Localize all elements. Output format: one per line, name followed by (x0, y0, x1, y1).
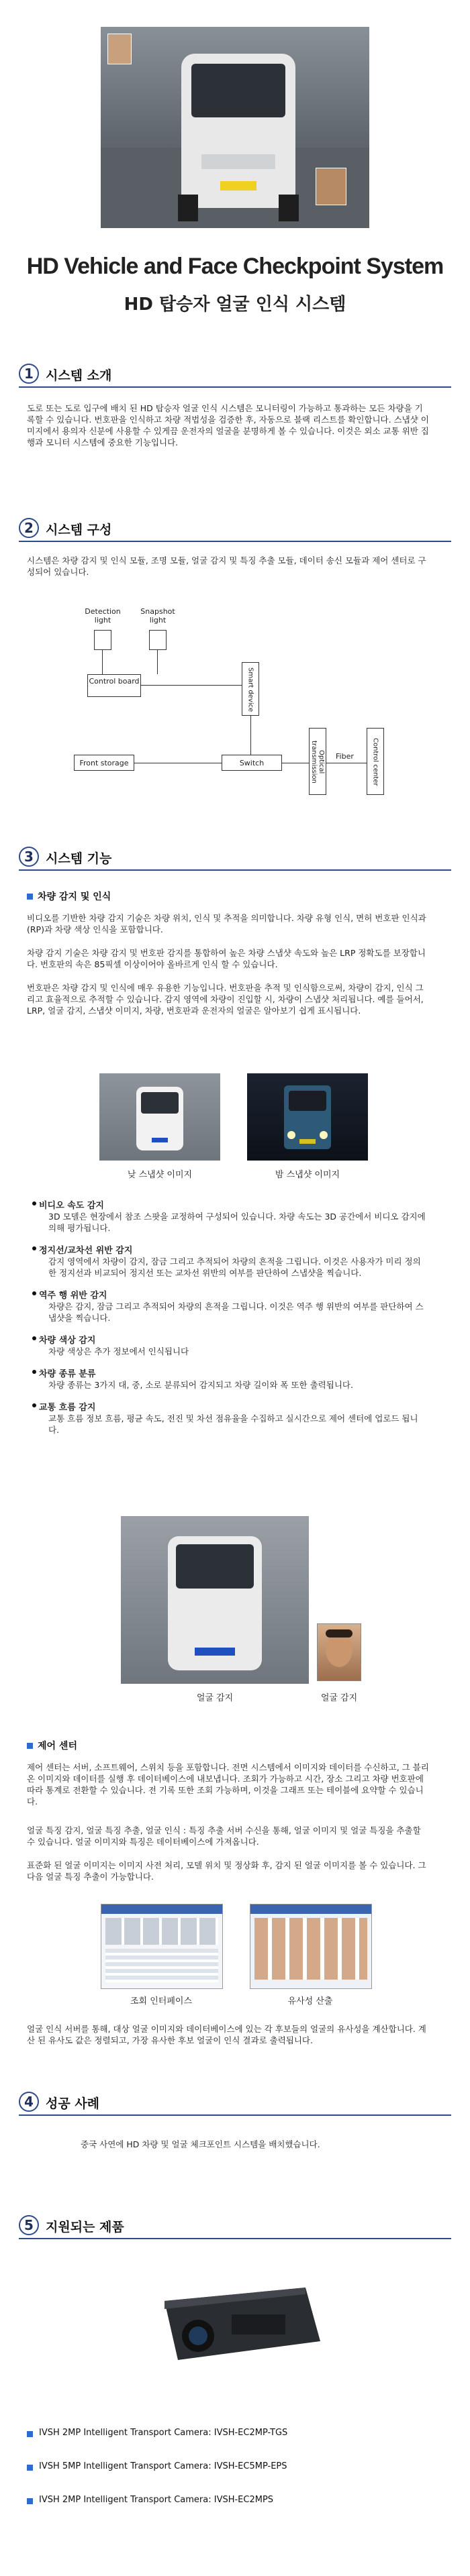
bullet-title: 정지선/교차선 위반 감지 (39, 1246, 133, 1256)
section-3-number: 3 (19, 847, 39, 867)
section-3-divider (19, 869, 451, 871)
feature-paragraph-1: 비디오를 기반한 차량 감지 기술은 차량 위치, 인식 및 추적을 의미합니다. 차량 유형 인식, 면허 번호판 인식과(RP)과 차량 색상 인식을 포함합니다. (27, 913, 426, 934)
diagram-line (250, 716, 251, 755)
bullet-title: 비디오 속도 감지 (39, 1201, 104, 1211)
section-5-title: 지원되는 제품 (46, 2220, 124, 2235)
control-center-box (367, 728, 384, 795)
product-marker (27, 2465, 33, 2471)
bullet-body: 차량은 감지, 잠금 그리고 추적되어 차량의 흔적을 그립니다. 이것은 역주 행 위반의 여부를 판단하여 스냅샷을 찍습니다. (48, 1301, 424, 1323)
product-item: IVSH 5MP Intelligent Transport Camera: IVSH-EC5MP-EPS (39, 2461, 287, 2471)
sub-heading-marker (27, 1743, 33, 1749)
camera-product-image (144, 2274, 326, 2368)
bullet-title: 차량 색상 감지 (39, 1336, 96, 1346)
day-van-illustration (99, 1073, 220, 1161)
feature-bullet (39, 1366, 428, 1391)
night-snapshot-caption: 밤 스냅샷 이미지 (275, 1170, 340, 1180)
control-paragraph-2: 얼굴 특징 감지, 얼굴 특징 추출, 얼굴 인식 : 특징 추출 서버 수신을 통해, 얼굴 이미지 및 얼굴 특징을 추출할 수 있습니다. 얼굴 이미지와 특징은 데이터베이스에 가져옵니다. (27, 1825, 421, 1847)
query-interface-table (105, 1949, 218, 1982)
query-interface-image (101, 1904, 223, 1989)
composition-text: 시스템은 차량 감지 및 인식 모듈, 조명 모듈, 얼굴 감지 및 특징 추출 모듈, 데이터 송신 모듈과 제어 센터로 구성되어 있습니다. (27, 555, 426, 577)
section-4-number: 4 (19, 2092, 39, 2112)
day-snapshot-image (99, 1073, 220, 1161)
section-2-divider (19, 541, 451, 542)
bullet-dot (32, 1246, 36, 1250)
face-crop-image (317, 1623, 361, 1681)
query-interface-titlebar (101, 1904, 222, 1914)
snapshot-light-icon (149, 630, 167, 650)
diagram-line (157, 650, 158, 674)
feature-paragraph-2: 차량 감지 기술은 차량 감지 및 번호판 감지를 통합하여 높은 차량 스냅샷 속도와 높은 LRP 정확도를 보장합니다. 번호판의 속은 85픽셀 이상이어야 올바르게 인식 할 수 있습니다. (27, 948, 426, 969)
hero-image (101, 27, 369, 228)
sub-heading-marker (27, 894, 33, 900)
face-crop-illustration (318, 1624, 361, 1680)
bullet-body: 교통 흐름 정보 흐름, 평균 속도, 전진 및 차선 점유율을 수집하고 실시간으로 제어 센터에 업로드 됩니다. (48, 1413, 418, 1435)
system-diagram (67, 607, 403, 822)
intro-text: 도로 또는 도로 입구에 배치 된 HD 탑승자 얼굴 인식 시스템은 모니터링이 가능하고 통과하는 모든 차량을 기록할 수 있습니다. 번호판을 인식하고 차량 적법성을 검증한 후, 자동으로 블랙 리스트를 확인합니다. 스냅샷 이미지에서 용의자 신분에 사용할 수 있게끔 운전자의 얼굴을 분명하게 볼 수 있습니다. 이것은 외소 교통 위반 집행과 모니터 시스템에 중요한 기능입니다. (27, 403, 429, 447)
similarity-titlebar (250, 1904, 371, 1914)
section-1-divider (19, 386, 451, 388)
page-title-ko: HD 탑승자 얼굴 인식 시스템 (124, 294, 346, 315)
feature-bullet (39, 1198, 428, 1234)
sub-heading-vehicle-detection: 차량 감지 및 인식 (38, 892, 111, 902)
sub-heading-control-center: 제어 센터 (38, 1741, 77, 1752)
snapshot-light-label: Snapshot light (140, 607, 175, 625)
section-1-title: 시스템 소개 (46, 368, 112, 383)
control-center-label: Control center (371, 738, 379, 786)
product-item: IVSH 2MP Intelligent Transport Camera: IVSH-EC2MP-TGS (39, 2428, 288, 2438)
product-marker (27, 2431, 33, 2437)
bullet-dot (32, 1291, 36, 1295)
switch-box: Switch (222, 755, 282, 771)
bullet-dot (32, 1201, 36, 1205)
detection-light-icon (94, 630, 111, 650)
face-caption-right: 얼굴 감지 (320, 1693, 358, 1703)
bullet-body: 차량 색상은 추가 정보에서 인식됩니다 (48, 1346, 189, 1356)
optical-transmission-label: Optical transmission (310, 741, 325, 784)
bullet-title: 역주 행 위반 감지 (39, 1291, 107, 1301)
camera-illustration (144, 2274, 326, 2368)
control-paragraph-4: 얼굴 인식 서버를 통해, 대상 얼굴 이미지와 데이터베이스에 있는 각 후보들의 얼굴의 유사성을 계산합니다. 계산 된 유사도 값은 정렬되고, 가장 유사한 후보 얼굴이 인식 결과로 출력됩니다. (27, 2024, 426, 2045)
face-detection-van-illustration (121, 1516, 309, 1684)
query-interface-thumbnails (105, 1918, 218, 1945)
product-item: IVSH 2MP Intelligent Transport Camera: IVSH-EC2MPS (39, 2495, 274, 2505)
feature-paragraph-3: 번호판은 차량 감지 및 인식에 매우 유용한 기능입니다. 번호판을 추적 및 인식함으로써, 차량이 감지, 인식 그리고 효율적으로 추적할 수 있습니다. 감지 영역에 차량이 진입할 시, 차량이 스냅샷 처리됩니다. 예를 들어서, LRP, 얼굴 감지, 스냅샷 이미지, 차량, 번호판과 운전자의 얼굴은 알아보기 쉽게 표시됩니다. (27, 983, 424, 1016)
bullet-body: 차량 종류는 3가지 대, 중, 소로 분류되어 감지되고 차량 길이와 폭 또한 출력됩니다. (48, 1380, 353, 1390)
section-2-number: 2 (19, 518, 39, 538)
similarity-face-grid (254, 1918, 367, 1980)
section-3-title: 시스템 기능 (46, 851, 112, 866)
bullet-title: 차량 종류 분류 (39, 1369, 96, 1379)
bullet-body: 감지 영역에서 차량이 감지, 잠금 그리고 추적되어 차량의 흔적을 그립니다. 이것은 사용자가 미리 정의 한 정지선과 비교되어 정지선 또는 교차선 위반의 여부를 판단하여 스냅샷을 찍습니다. (48, 1256, 421, 1278)
feature-bullet (39, 1243, 428, 1279)
section-4-title: 성공 사례 (46, 2096, 100, 2111)
face-caption-left: 얼굴 감지 (196, 1693, 234, 1703)
bullet-title: 교통 흐름 감지 (39, 1403, 96, 1413)
day-snapshot-caption: 낮 스냅샷 이미지 (127, 1170, 193, 1180)
hero-face-inset-2 (316, 168, 346, 205)
bullet-dot (32, 1336, 36, 1340)
section-1-number: 1 (19, 364, 39, 384)
detection-light-label: Detection light (85, 607, 121, 625)
similarity-caption: 유사성 산출 (287, 1996, 333, 2006)
similarity-image (250, 1904, 372, 1989)
bullet-dot (32, 1370, 36, 1374)
control-paragraph-1: 제어 센터는 서버, 소프트웨어, 스위치 등을 포함합니다. 전면 시스템에서 이미지와 데이터를 수신하고, 그 블리온 이미지와 데이터를 실행 후 데이터베이스에 내보냅니다. 조회가 가능하고 시간, 장소 그리고 차량 번호판에 따라 통계로 전환할 수 있습니다. 전 기록 또한 조회 가능하며, 이것을 그래프 또는 테이블에 요약할 수 있습니다. (27, 1762, 429, 1807)
success-text: 중국 사연에 HD 차량 및 얼굴 체크포인트 시스템을 배치했습니다. (81, 2139, 320, 2149)
diagram-line (102, 650, 103, 674)
feature-bullet (39, 1333, 428, 1357)
control-paragraph-3: 표준화 된 얼굴 이미지는 이미지 사전 처리, 모델 위치 및 정상화 후, 감지 된 얼굴 이미지를 볼 수 있습니다. 그 다음 얼굴 특징 추출이 가능합니다. (27, 1860, 426, 1882)
optical-transmission-box (309, 728, 326, 795)
bullet-body: 3D 모델은 현장에서 참조 스팟을 교정하여 구성되어 있습니다. 차량 속도는 3D 공간에서 비디오 감지에 의해 평가됩니다. (48, 1212, 426, 1233)
section-5-divider (19, 2238, 451, 2239)
feature-bullet (39, 1288, 428, 1324)
smart-device-label: Smart device (246, 667, 254, 712)
face-detection-image (121, 1516, 309, 1684)
hero-face-inset (107, 34, 132, 64)
front-storage-box: Front storage (74, 755, 134, 771)
section-4-divider (19, 2114, 451, 2116)
query-interface-caption: 조회 인터페이스 (130, 1996, 193, 2006)
night-snapshot-image (247, 1073, 368, 1161)
smart-device-box (242, 662, 259, 716)
fiber-label: Fiber (336, 752, 354, 761)
control-board-box: Control board (87, 674, 141, 697)
section-2-title: 시스템 구성 (46, 523, 112, 537)
section-5-number: 5 (19, 2215, 39, 2235)
diagram-line (141, 685, 242, 686)
bullet-dot (32, 1403, 36, 1407)
feature-bullet (39, 1400, 428, 1436)
page-title-en: HD Vehicle and Face Checkpoint System (26, 254, 444, 279)
feature-bullet-list (39, 1198, 428, 1445)
product-marker (27, 2498, 33, 2504)
night-truck-illustration (247, 1073, 368, 1161)
